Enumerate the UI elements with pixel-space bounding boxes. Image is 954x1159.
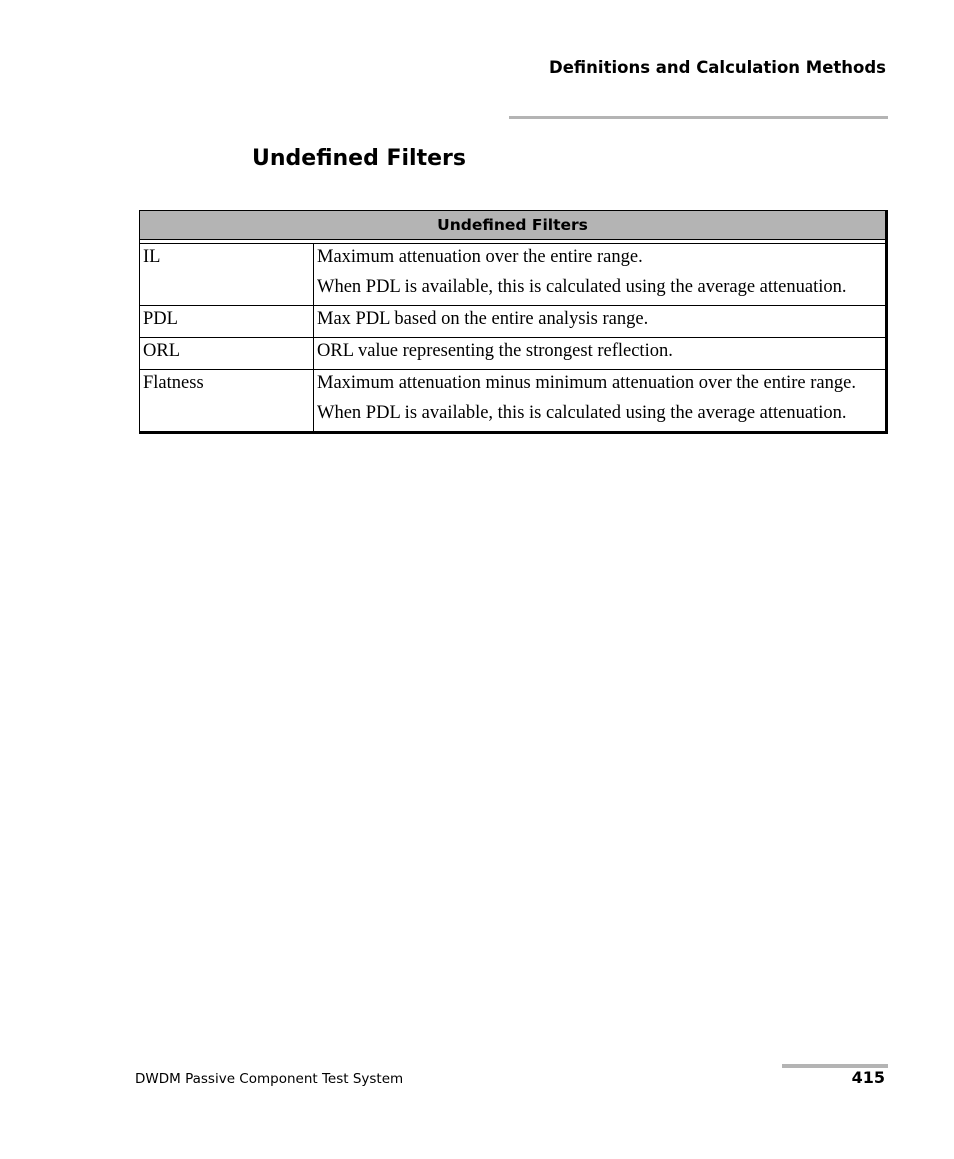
term-cell: IL xyxy=(139,244,314,306)
page-number: 415 xyxy=(851,1068,885,1087)
description-text: When PDL is available, this is calculated using the average attenuation. xyxy=(317,403,847,423)
description-cell xyxy=(314,244,888,306)
description-text: Maximum attenuation minus minimum attenuation over the entire range. xyxy=(317,373,856,393)
section-title: Undefined Filters xyxy=(252,146,466,171)
description-text: ORL value representing the strongest reflection. xyxy=(317,341,673,361)
term-cell: ORL xyxy=(139,338,314,370)
term-cell: Flatness xyxy=(139,370,314,434)
header-rule xyxy=(509,116,888,119)
table-row xyxy=(139,338,888,370)
chapter-title: Definitions and Calculation Methods xyxy=(549,58,886,77)
description-text: When PDL is available, this is calculated using the average attenuation. xyxy=(317,277,847,297)
description-text: Max PDL based on the entire analysis range. xyxy=(317,309,649,329)
footer-product-name: DWDM Passive Component Test System xyxy=(135,1071,404,1087)
table-row xyxy=(139,244,888,306)
table-row xyxy=(139,370,888,434)
description-cell xyxy=(314,338,888,370)
description-text: Maximum attenuation over the entire range. xyxy=(317,247,643,267)
description-cell xyxy=(314,370,888,434)
term-cell: PDL xyxy=(139,306,314,338)
description-cell xyxy=(314,306,888,338)
table-row xyxy=(139,306,888,338)
table-heading: Undefined Filters xyxy=(139,210,888,240)
definitions-table xyxy=(139,210,888,434)
